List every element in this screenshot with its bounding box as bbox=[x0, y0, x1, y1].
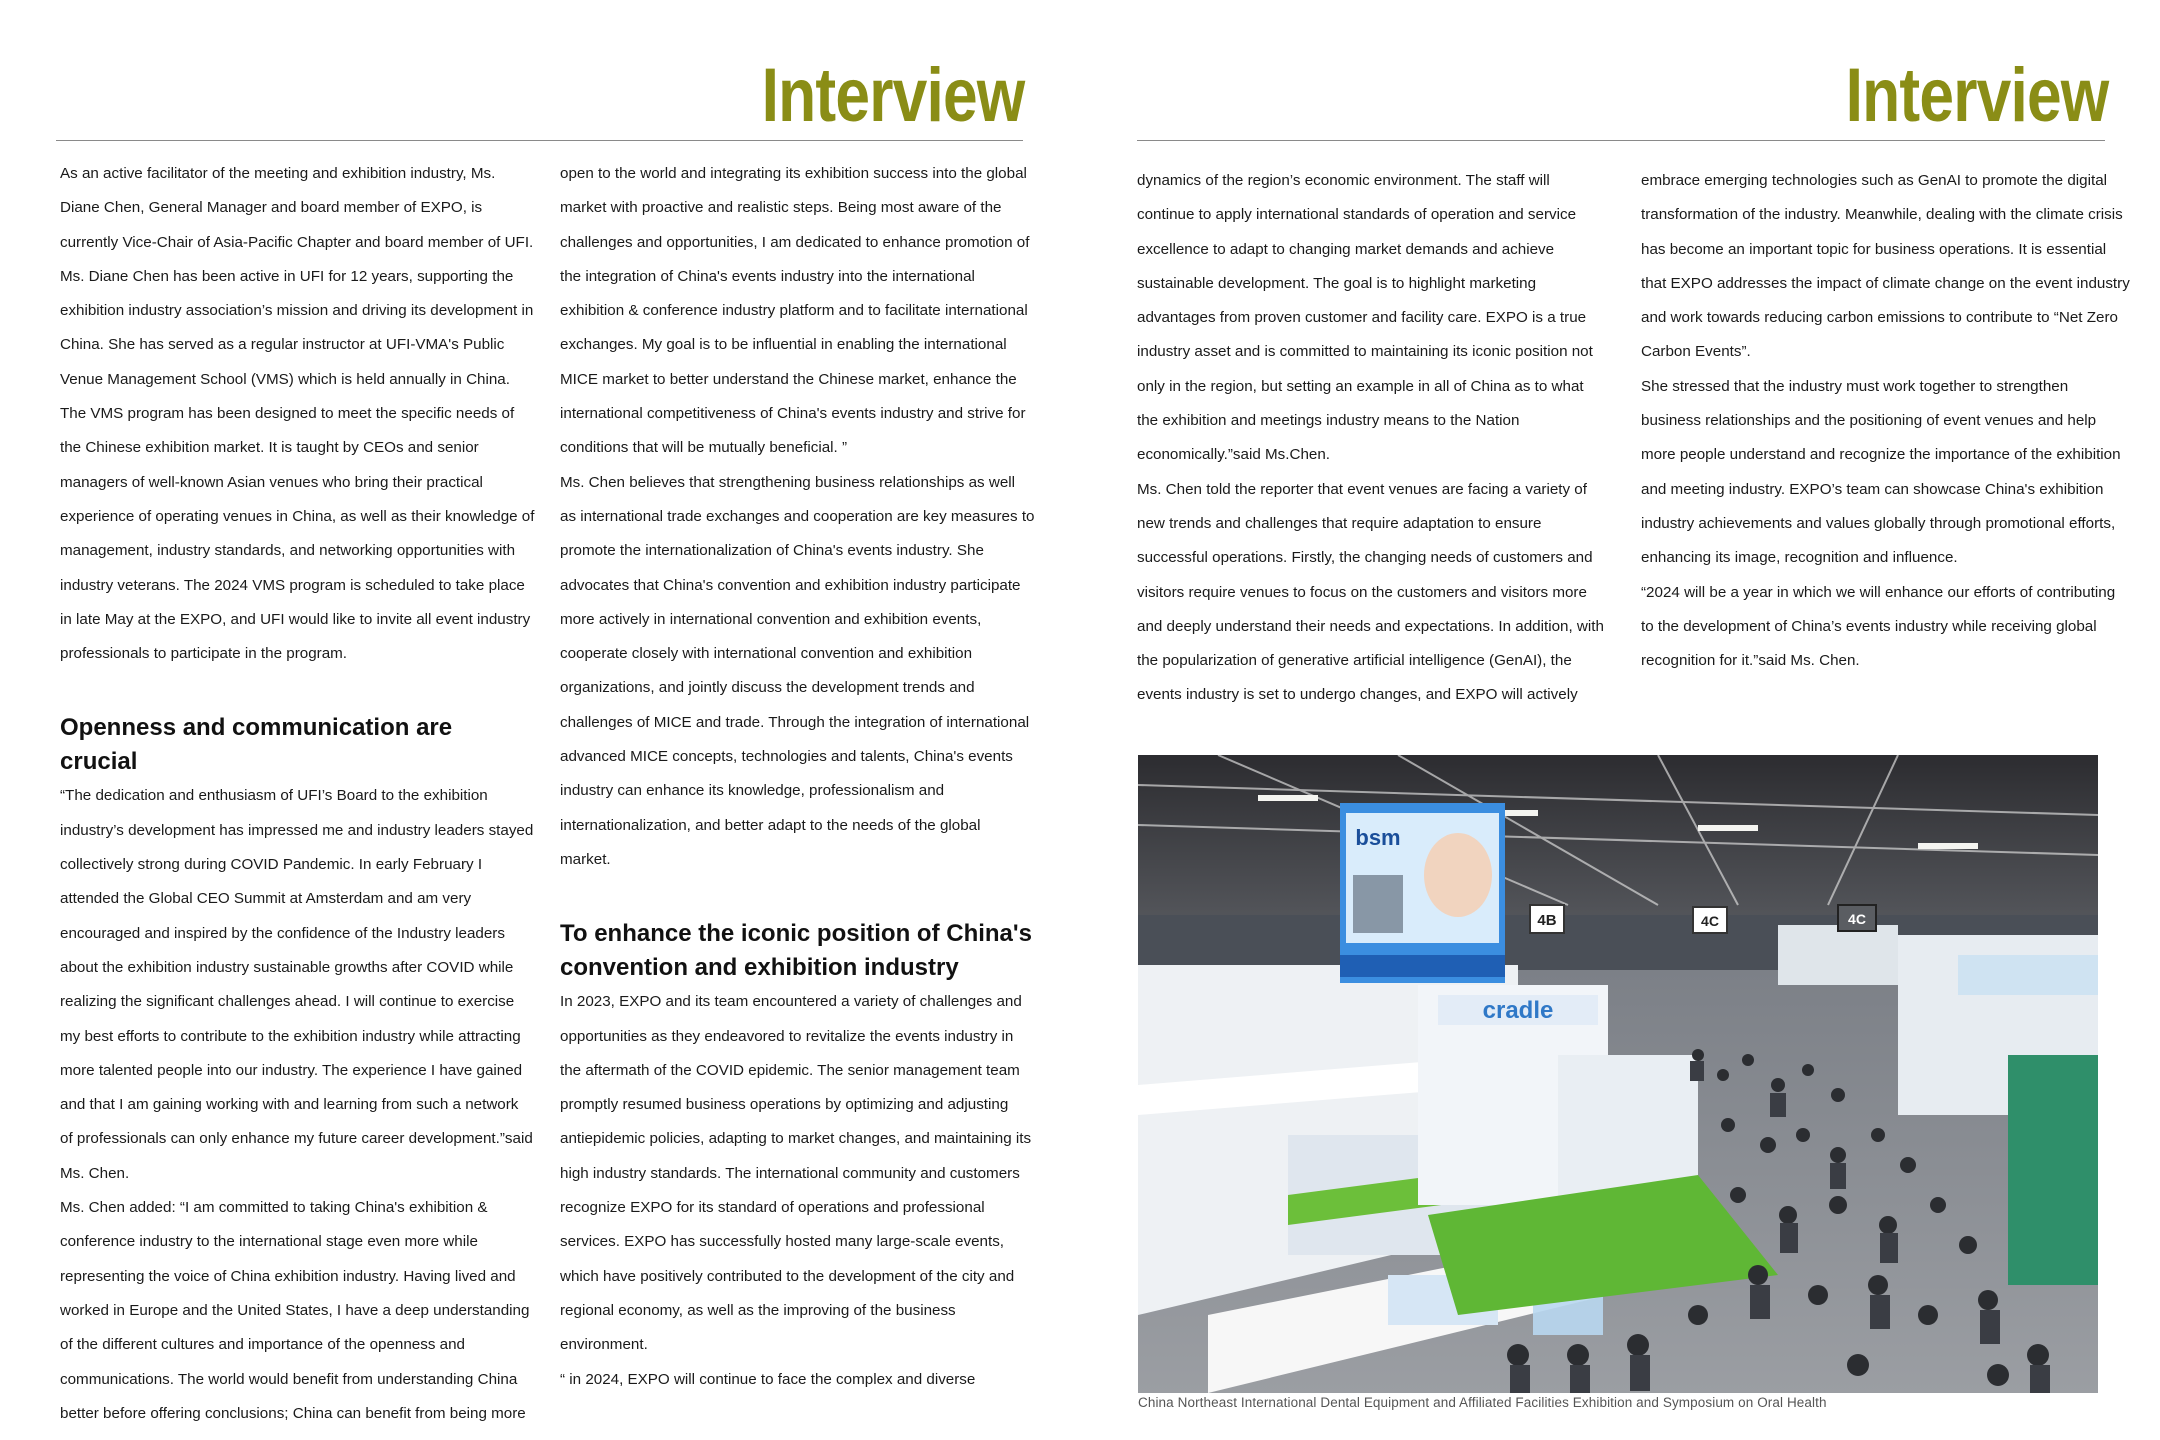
hall-sign-text: 4C bbox=[1848, 911, 1866, 927]
booth-sign-text: cradle bbox=[1482, 997, 1554, 1024]
body-paragraph: Ms. Chen believes that strengthening business relationships as well as international trade exchanges and cooperation are key measures to promote the internationalization of China's events industry. She advocates that China's convention and exhibition industry participate more actively in international convention and exhibition events, cooperate closely with international convention and exhibition organizations, and jointly discuss the development trends and challenges of MICE and trade. Through the integration of international advanced MICE concepts, technologies and talents, China's events industry can enhance its knowledge, professionalism and internationalization, and better adapt to the needs of the global market. bbox=[560, 473, 1035, 868]
photo-caption: China Northeast International Dental Equipment and Affiliated Facilities Exhibition and Symposium on Oral Health bbox=[1138, 1395, 1827, 1410]
body-paragraph: Ms. Chen added: “I am committed to taking China's exhibition & conference industry to the international stage even more while representing the voice of China exhibition industry. Having lived and worked in Europe and the United States, I have a deep understanding of the different cultures and importance of the openness and communications. The world would benefit from understanding China better before offering conclusions; China can benefit from being more bbox=[60, 1199, 530, 1422]
subheading-iconic-position: To enhance the iconic position of China's convention and exhibition industry bbox=[560, 920, 1032, 982]
intro-paragraph: As an active facilitator of the meeting and exhibition industry, Ms. Diane Chen, General Manager and board member of EXPO, is currently Vice-Chair of Asia-Pacific Chapter and board member of UFI. Ms. Diane Chen has been active in UFI for 12 years, supporting the exhibition industry association’s mission and driving its development in China. She has served as a regular instructor at UFI-VMA's Public Venue Management School (VMS) which is held annually in China. The VMS program has been designed to meet the specific needs of the Chinese exhibition market. It is taught by CEOs and senior managers of well-known Asian venues who bring their practical experience of operating venues in China, as well as their knowledge of management, industry standards, and networking opportunities with industry veterans. The 2024 VMS program is scheduled to take place in late May at the EXPO, and UFI would like to invite all event industry professionals to participate in the program. bbox=[60, 165, 535, 663]
body-paragraph: “2024 will be a year in which we will enhance our efforts of contributing to the development of China’s events industry while receiving global recognition for it.”said Ms. Chen. bbox=[1641, 583, 2116, 670]
header-divider-right bbox=[1137, 140, 2105, 141]
header-divider-left bbox=[56, 140, 1023, 141]
subheading-openness: Openness and communication are crucial bbox=[60, 714, 453, 776]
text-column-4 bbox=[1641, 164, 2131, 678]
hall-sign-text: 4B bbox=[1537, 912, 1557, 929]
body-paragraph: “The dedication and enthusiasm of UFI’s Board to the exhibition industry’s development has impressed me and industry leaders stayed collectively strong during COVID Pandemic. In early February I attended the Global CEO Summit at Amsterdam and am very encouraged and inspired by the confidence of the Industry leaders about the exhibition industry sustainable growths after COVID while realizing the significant challenges ahead. I will continue to exercise my best efforts to contribute to the exhibition industry while attracting more talented people into our industry. The experience I have gained and that I am gaining working with and learning from such a network of professionals can only enhance my future career development.”said Ms. Chen. bbox=[60, 787, 534, 1182]
section-title-right: Interview bbox=[1845, 53, 2108, 138]
section-title-left: Interview bbox=[761, 53, 1024, 138]
text-column-1 bbox=[60, 157, 535, 1431]
text-column-3 bbox=[1137, 164, 1607, 713]
body-paragraph: In 2023, EXPO and its team encountered a variety of challenges and opportunities as they endeavored to revitalize the events industry in the aftermath of the COVID epidemic. The senior management team promptly resumed business operations by optimizing and adjusting antiepidemic policies, adapting to market changes, and maintaining its high industry standards. The international community and customers recognize EXPO for its standard of operations and professional services. EXPO has successfully hosted many large-scale events, which have positively contributed to the development of the city and regional economy, as well as the improving of the business environment. bbox=[560, 993, 1032, 1354]
banner-brand-text: bsm bbox=[1355, 825, 1401, 850]
body-paragraph: She stressed that the industry must work together to strengthen business relationships and the positioning of event venues and help more people understand and recognize the importance of the exhibition and meeting industry. EXPO’s team can showcase China's exhibition industry achievements and values globally through promotional efforts, enhancing its image, recognition and influence. bbox=[1641, 377, 2121, 567]
body-paragraph: embrace emerging technologies such as GenAI to promote the digital transformation of the industry. Meanwhile, dealing with the climate crisis has become an important topic for business operations. It is essential that EXPO addresses the impact of climate change on the event industry and work towards reducing carbon emissions to contribute to “Net Zero Carbon Events”. bbox=[1641, 172, 2130, 361]
exhibition-hall-photo bbox=[1138, 755, 2098, 1393]
text-column-2 bbox=[560, 157, 1035, 1397]
body-paragraph: dynamics of the region’s economic environment. The staff will continue to apply international standards of operation and service excellence to adapt to changing market demands and achieve sustainable development. The goal is to highlight marketing advantages from proven customer and facility care. EXPO is a true industry asset and is committed to maintaining its iconic position not only in the region, but setting an example in all of China as to what the exhibition and meetings industry means to the Nation economically.”said Ms.Chen. bbox=[1137, 172, 1593, 464]
body-paragraph: “ in 2024, EXPO will continue to face the complex and diverse bbox=[560, 1370, 976, 1388]
hall-sign-text: 4C bbox=[1701, 913, 1719, 929]
body-paragraph: open to the world and integrating its exhibition success into the global market with proactive and realistic steps. Being most aware of the challenges and opportunities, I am dedicated to enhance promotion of the integration of China's events industry into the international exhibition & conference industry platform and to facilitate international exchanges. My goal is to be influential in enabling the international MICE market to better understand the Chinese market, enhance the international competitiveness of China's events industry and strive for conditions that will be mutually beneficial. ” bbox=[560, 165, 1030, 457]
body-paragraph: Ms. Chen told the reporter that event venues are facing a variety of new trends and challenges that require adaptation to ensure successful operations. Firstly, the changing needs of customers and visitors require venues to focus on the customers and visitors more and deeply understand their needs and expectations. In addition, with the popularization of generative artificial intelligence (GenAI), the events industry is set to undergo changes, and EXPO will actively bbox=[1137, 480, 1604, 704]
